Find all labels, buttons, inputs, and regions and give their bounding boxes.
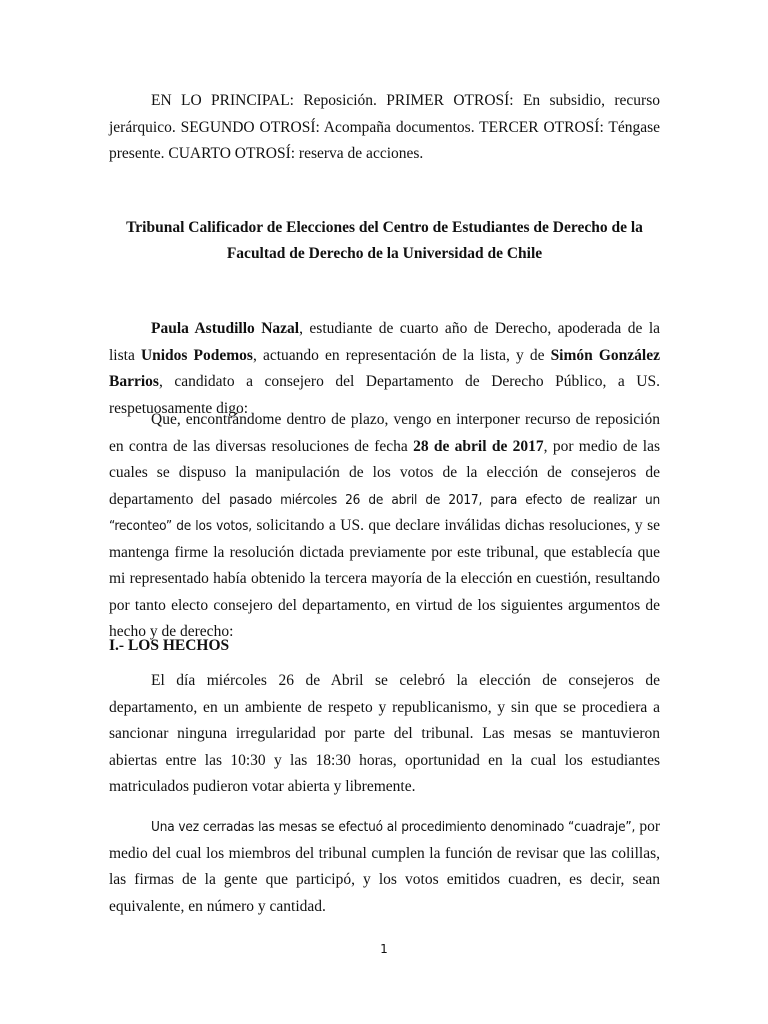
summa-paragraph — [109, 88, 660, 168]
facts-paragraph-2 — [109, 814, 660, 920]
tribunal-heading-line2: Facultad de Derecho de la Universidad de Chile — [226, 245, 543, 262]
candidate-name: Simón González Barrios — [109, 346, 660, 390]
request-text-3: solicitando a US. que declare inválidas dichas resoluciones, y se mantenga firme la resolución dictada previamente por este tribunal, que establecía que mi representado había obtenido la tercera mayoría de la elección en cuestión, resultando por tanto electo consejero del departamento, en virtud de los siguientes argumentos de hecho y de derecho: — [109, 517, 660, 640]
intro-text-3: , candidato a consejero del Departamento de Derecho Público, a US. respetuosamente digo: — [109, 373, 660, 417]
request-text-1: Que, encontrándome dentro de plazo, vengo en interponer recurso de reposición en contra de las diversas resoluciones de fecha — [109, 411, 660, 455]
tribunal-heading — [109, 215, 660, 267]
request-paragraph — [109, 407, 660, 646]
tribunal-heading-line1: Tribunal Calificador de Elecciones del Centro de Estudiantes de Derecho de la — [126, 219, 643, 236]
section-heading — [109, 633, 660, 660]
facts-paragraph-1 — [109, 668, 660, 801]
page-number: 1 — [380, 942, 388, 956]
intro-text-2: , actuando en representación de la lista, y de — [252, 346, 551, 364]
list-name: Unidos Podemos — [140, 346, 253, 364]
facts-text-1: El día miércoles 26 de Abril se celebró la elección de consejeros de departamento, en un ambiente de respeto y republicanismo, y sin que se procediera a sancionar ninguna irregularidad por parte del tribunal. Las mesas se mantuvieron abiertas entre las 10:30 y las 18:30 horas, oportunidad en la cual los estudiantes matriculados pudieron votar abierta y libremente. — [109, 672, 660, 795]
resolution-date: 28 de abril de 2017 — [413, 437, 544, 455]
petitioner-name: Paula Astudillo Nazal — [151, 320, 300, 337]
summa-text: EN LO PRINCIPAL: Reposición. PRIMER OTROSÍ: En subsidio, recurso jerárquico. SEGUNDO OTROSÍ: Acompaña documentos. TERCER OTROSÍ: Téngase presente. CUARTO OTROSÍ: reserva de acciones. — [109, 92, 660, 162]
request-text-narrow: pasado miércoles 26 de abril de 2017, para efecto de realizar un “reconteo” de los votos, — [109, 491, 660, 534]
intro-text-1: , estudiante de cuarto año de Derecho, apoderada de la lista — [109, 320, 661, 364]
facts-text-2-narrow: Una vez cerradas las mesas se efectuó al procedimiento denominado “cuadraje”, — [151, 819, 636, 835]
facts-text-2: por medio del cual los miembros del tribunal cumplen la función de revisar que las colillas, las firmas de la gente que participó, y los votos emitidos cuadren, es decir, sean equivalente, en número y cantidad. — [109, 818, 660, 915]
section-heading-text: I.- LOS HECHOS — [109, 637, 230, 654]
request-text-2: , por medio de las cuales se dispuso la manipulación de los votos de la elección de consejeros de departamento del — [109, 437, 660, 508]
